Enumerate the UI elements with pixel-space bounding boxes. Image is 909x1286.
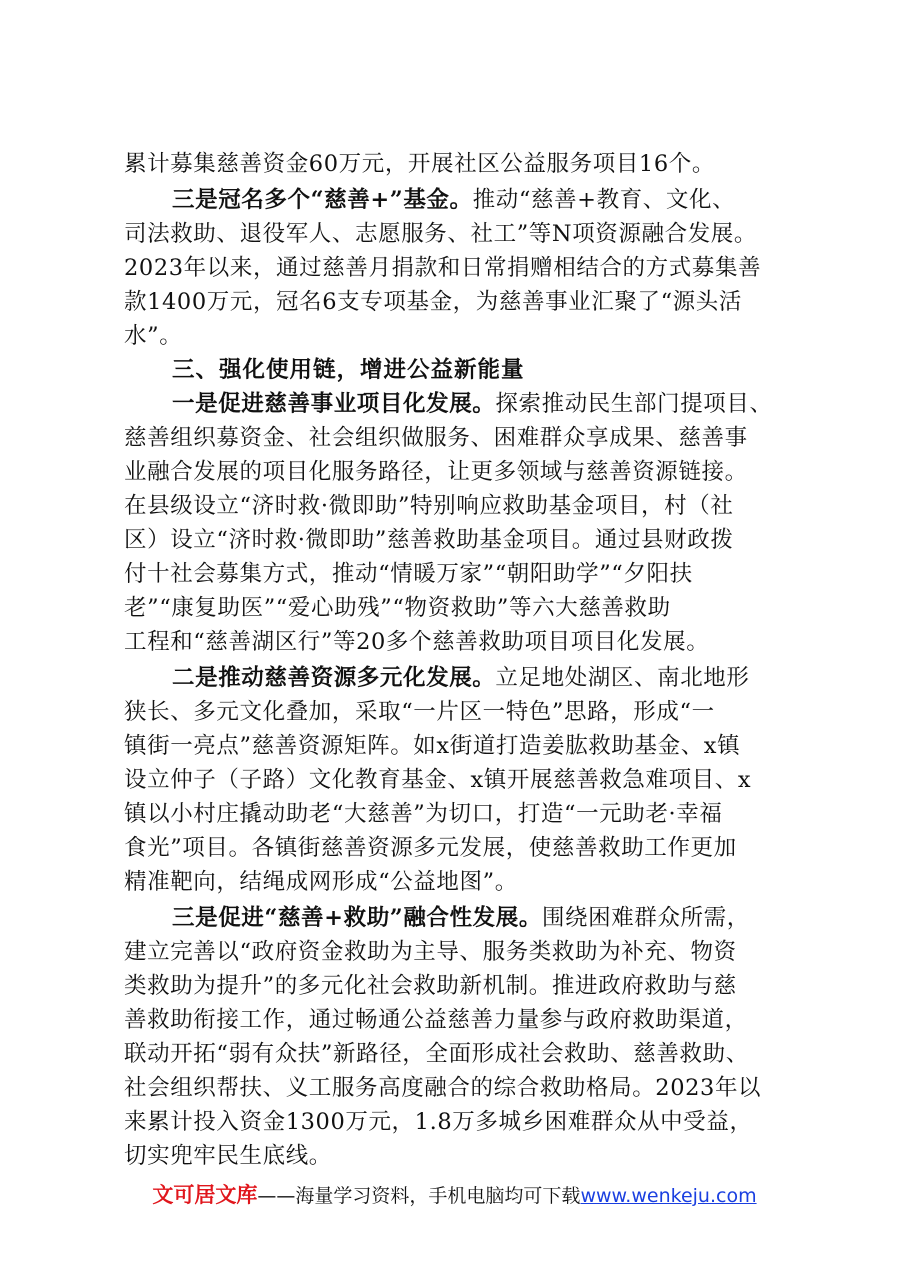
body-line: 镇以小村庄撬动助老“大慈善”为切口，打造“一元助老·幸福 xyxy=(124,801,723,827)
body-line: 司法救助、退役军人、志愿服务、社工”等N项资源融合发展。 xyxy=(124,221,757,247)
body-text: 围绕困难群众所需， xyxy=(541,905,750,931)
body-line: 设立仲子（子路）文化教育基金、x镇开展慈善救急难项目、x xyxy=(124,767,752,793)
body-line: 建立完善以“政府资金救助为主导、服务类救助为补充、物资 xyxy=(124,939,737,965)
section-heading: 三、强化使用链，增进公益新能量 xyxy=(172,357,525,383)
body-text: 立足地处湖区、南北地形 xyxy=(495,665,750,691)
body-line: 老”“康复助医”“爱心助残”“物资救助”等六大慈善救助 xyxy=(124,595,671,621)
body-line xyxy=(172,388,804,421)
lead-phrase: 二是推动慈善资源多元化发展。 xyxy=(172,665,496,691)
body-line: 区）设立“济时救·微即助”慈善救助基金项目。通过县财政拨 xyxy=(124,527,734,553)
lead-phrase: 一是促进慈善事业项目化发展。 xyxy=(172,391,496,417)
body-line: 狭长、多元文化叠加，采取“一片区一特色”思路，形成“一 xyxy=(124,699,715,725)
footer-banner xyxy=(0,1180,909,1211)
body-line: 切实兜牢民生底线。 xyxy=(124,1143,332,1169)
footer-brand: 文可居文库 xyxy=(152,1183,258,1207)
footer-tagline: ——海量学习资料，手机电脑均可下载 xyxy=(257,1185,581,1207)
body-line: 食光”项目。各镇街慈善资源多元发展，使慈善救助工作更加 xyxy=(124,835,737,861)
body-line: 2023年以来，通过慈善月捐款和日常捐赠相结合的方式募集善 xyxy=(124,255,762,281)
body-text: 推动“慈善+教育、文化、 xyxy=(472,187,736,213)
body-line: 联动开拓“弱有众扶”新路径，全面形成社会救助、慈善救助、 xyxy=(124,1041,749,1067)
lead-phrase: 三是冠名多个“慈善+”基金。 xyxy=(172,187,473,213)
body-text: 探索推动民生部门提项目、 xyxy=(495,391,773,417)
body-line: 累计募集慈善资金60万元，开展社区公益服务项目16个。 xyxy=(124,151,715,177)
body-line: 款1400万元，冠名6支专项基金，为慈善事业汇聚了“源头活 xyxy=(124,289,742,315)
body-line: 来累计投入资金1300万元，1.8万多城乡困难群众从中受益， xyxy=(124,1109,753,1135)
body-line: 业融合发展的项目化服务路径，让更多领域与慈善资源链接。 xyxy=(124,459,748,485)
body-line: 类救助为提升”的多元化社会救助新机制。推进政府救助与慈 xyxy=(124,973,737,999)
body-line xyxy=(172,184,804,217)
body-line: 工程和“慈善湖区行”等20多个慈善救助项目项目化发展。 xyxy=(124,629,710,655)
body-line: 镇街一亮点”慈善资源矩阵。如x街道打造姜肱救助基金、x镇 xyxy=(124,733,741,759)
body-line: 在县级设立“济时救·微即助”特别响应救助基金项目，村（社 xyxy=(124,493,734,519)
body-line: 慈善组织募资金、社会组织做服务、困难群众享成果、慈善事 xyxy=(124,425,748,451)
body-line: 水”。 xyxy=(124,323,183,349)
body-line xyxy=(172,902,804,935)
body-line: 社会组织帮扶、义工服务高度融合的综合救助格局。2023年以 xyxy=(124,1075,762,1101)
footer-link[interactable]: www.wenkeju.com xyxy=(580,1185,757,1207)
body-line xyxy=(172,662,804,695)
lead-phrase: 三是促进“慈善+救助”融合性发展。 xyxy=(172,905,542,931)
body-line: 精准靶向，结绳成网形成“公益地图”。 xyxy=(124,869,518,895)
body-line: 善救助衔接工作，通过畅通公益慈善力量参与政府救助渠道， xyxy=(124,1007,748,1033)
body-line: 付十社会募集方式，推动“情暖万家”“朝阳助学”“夕阳扶 xyxy=(124,561,693,587)
